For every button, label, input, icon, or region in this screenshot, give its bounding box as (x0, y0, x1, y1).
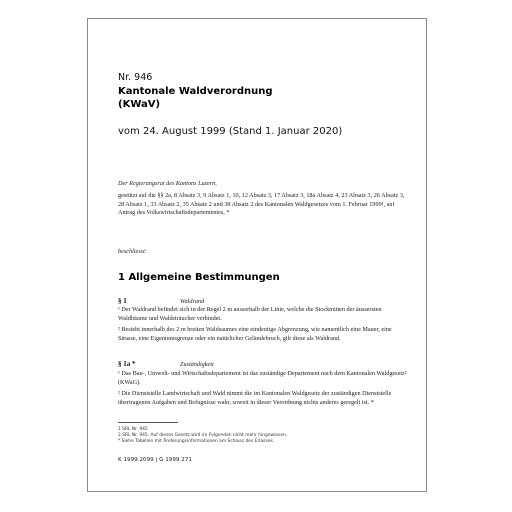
section-paragraph: ² Die Dienststelle Landwirtschaft und Wald nimmt die im Kantonalen Waldgesetz der zuständigen Dienststelle übertragenen Aufgaben und Befugnisse wahr, soweit in dieser Verordnung nichts anderes geregelt ist. * (118, 390, 392, 406)
preamble-basis: gestützt auf die §§ 2a, 8 Absatz 3, 9 Absatz 1, 10, 12 Absatz 3, 17 Absatz 3, 18a Absatz 4, 23 Absatz 3, 26 Absatz 3, 28 Absatz 1, 33 Absatz 2, 35 Absatz 2 und 38 Absatz 2 des Kantonalen Waldgesetzes vom 1. Februar 1999¹, auf Antrag des Volkswirtschaftsdepartementes, * (118, 192, 405, 217)
document-page (87, 18, 427, 492)
section-title: Zuständigkeit (180, 361, 214, 368)
footnote: 1 SRL Nr. 945 (118, 427, 148, 432)
section-paragraph: ² Besteht innerhalb des 2 m breiten Waldsaumes eine eindeutige Abgrenzung, wie namentlich eine Mauer, eine Strasse, eine Eigentumsgrenze oder ein natürlicher Geländebruch, gilt diese als Waldrand. (118, 326, 392, 342)
section-number: § 1a * (118, 360, 136, 368)
footnote: 2 SRL Nr. 945. Auf dieses Gesetz wird im Folgenden nicht mehr hingewiesen. (118, 433, 288, 438)
document-title: Kantonale Waldverordnung (118, 86, 273, 97)
footnote: * Siehe Tabellen mit Änderungsinformationen am Schluss des Erlasses. (118, 439, 275, 444)
document-date: vom 24. August 1999 (Stand 1. Januar 2020) (118, 126, 343, 137)
law-number: Nr. 946 (118, 72, 153, 83)
section-title: Waldrand (180, 298, 205, 305)
preamble-resolves: beschliesst: (118, 248, 147, 255)
chapter-heading: 1 Allgemeine Bestimmungen (118, 272, 280, 283)
section-number: § 1 (118, 297, 127, 305)
document-abbreviation: (KWaV) (118, 99, 161, 110)
section-paragraph: ¹ Das Bau-, Umwelt- und Wirtschaftsdepartement ist das zuständige Departement nach dem Kantonalen Waldgesetz² (KWaG). (118, 370, 407, 386)
footnote-divider (118, 422, 178, 423)
page-footer: K 1999 2099 | G 1999 271 (118, 457, 192, 463)
preamble-issuer: Der Regierungsrat des Kantons Luzern, (118, 180, 217, 187)
section-paragraph: ¹ Der Waldrand befindet sich in der Regel 2 m ausserhalb der Linie, welche die Stockmitten der äussersten Waldbäume und Waldsträucher verbindet. (118, 306, 382, 322)
